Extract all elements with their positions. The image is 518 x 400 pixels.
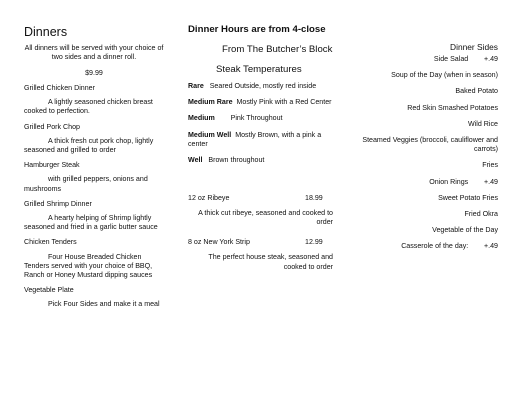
sides-list — [360, 55, 498, 259]
side-item: Fries — [482, 161, 498, 170]
steak-temperatures-list — [188, 82, 333, 165]
dinner-item-desc: Pick Four Sides and make it a meal — [48, 300, 160, 309]
temp-desc: Pink Throughout — [230, 114, 283, 123]
temp-item — [188, 82, 333, 91]
temp-name: Medium Rare — [188, 98, 233, 107]
butchers-block-heading: From The Butcher’s Block — [222, 44, 333, 55]
side-item: Casserole of the day: +.49 — [401, 242, 498, 251]
steak-row — [188, 194, 333, 204]
dinner-item-desc: with grilled peppers, onions and mushrooms — [24, 175, 148, 193]
temp-name: Medium Well — [188, 130, 232, 139]
side-item: Onion Rings +.49 — [429, 177, 498, 186]
steak-name: 12 oz Ribeye — [188, 194, 230, 202]
steak-name: 8 oz New York Strip — [188, 238, 250, 247]
dinner-item-name: Grilled Pork Chop — [24, 122, 80, 131]
dinner-item-name: Vegetable Plate — [24, 286, 74, 295]
side-item: Red Skin Smashed Potatoes — [407, 103, 498, 112]
side-item: Baked Potato — [455, 87, 498, 96]
dinner-items-list — [24, 84, 164, 310]
temp-item — [188, 131, 333, 149]
side-item: Sweet Potato Fries — [438, 193, 498, 202]
dinner-item-name: Chicken Tenders — [24, 238, 77, 247]
dinner-item-name: Hamburger Steak — [24, 161, 80, 170]
temp-name: Medium — [188, 114, 215, 123]
temp-item — [188, 114, 333, 123]
steak-desc: A thick cut ribeye, seasoned and cooked to order — [198, 209, 333, 227]
dinner-sides-title: Dinner Sides — [450, 42, 498, 52]
temp-item — [188, 98, 333, 107]
side-item: Steamed Veggies (broccoli, cauliflower and carrots) — [362, 136, 498, 154]
side-item: Wild Rice — [468, 119, 498, 128]
dinners-title: Dinners — [24, 25, 68, 39]
side-item: Vegetable of the Day — [432, 226, 498, 235]
steaks-list — [188, 194, 333, 283]
steak-desc: The perfect house steak, seasoned and cooked to order — [208, 253, 333, 271]
dinners-intro: All dinners will be served with your choice of two sides and a dinner roll. — [24, 44, 164, 62]
temp-desc: Mostly Brown, with a pink a center — [188, 130, 322, 148]
steak-price: 12.99 — [305, 238, 323, 247]
side-item: Soup of the Day (when in season) — [391, 71, 498, 80]
temp-name: Rare — [188, 82, 204, 90]
side-item: Fried Okra — [464, 210, 498, 219]
dinner-item-desc: A hearty helping of Shrimp lightly seasoned and fried in a garlic butter sauce — [24, 214, 158, 232]
temp-desc: Mostly Pink with a Red Center — [236, 98, 332, 107]
steak-temperatures-heading: Steak Temperatures — [216, 64, 302, 75]
dinner-item-desc: A thick fresh cut pork chop, lightly seasoned and grilled to order — [24, 136, 154, 155]
dinner-item-desc: A lightly seasoned chicken breast cooked to perfection. — [24, 98, 153, 116]
temp-item — [188, 156, 333, 165]
dinners-price: $9.99 — [85, 69, 103, 77]
temp-desc: Brown throughout — [208, 156, 265, 165]
dinner-item-name: Grilled Shrimp Dinner — [24, 199, 92, 208]
dinner-hours-title: Dinner Hours are from 4-close — [188, 24, 326, 35]
dinner-item-name: Grilled Chicken Dinner — [24, 84, 95, 92]
temp-desc: Seared Outside, mostly red inside — [209, 82, 317, 90]
side-item: Side Salad +.49 — [433, 55, 498, 63]
dinner-item-desc: Four House Breaded Chicken Tenders served with your choice of BBQ, Ranch or Honey Mustard dipping sauces — [24, 252, 153, 280]
steak-price: 18.99 — [305, 194, 323, 202]
steak-row — [188, 238, 333, 248]
temp-name: Well — [188, 156, 203, 165]
